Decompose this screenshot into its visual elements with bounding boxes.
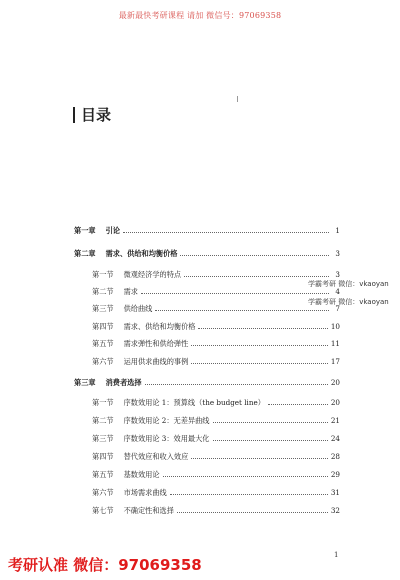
toc-entry-page: 21: [330, 416, 340, 425]
toc-entry-page: 28: [330, 452, 340, 461]
title-rule: [73, 107, 75, 123]
toc-entry-page: 4: [335, 287, 340, 296]
toc-entry-label: 序数效用论 3：效用最大化: [123, 434, 210, 443]
dot-leader: [170, 493, 328, 495]
toc-entry-page: 24: [330, 434, 340, 443]
dot-leader: [123, 231, 329, 233]
toc-entry-number: 第七节: [92, 506, 114, 515]
toc-entry-label: 需求、供给和均衡价格: [123, 322, 196, 331]
top-watermark: 最新最快考研课程 请加 微信号：97069358: [118, 11, 282, 20]
toc-entry-number: 第五节: [92, 339, 114, 348]
toc-chapter-row[interactable]: [74, 224, 340, 235]
dot-leader: [163, 475, 328, 477]
toc-entry-label: 市场需求曲线: [123, 488, 167, 497]
toc-entry-label: 运用供求曲线的事例: [123, 357, 189, 366]
toc-entry-number: 第三节: [92, 304, 114, 313]
dot-leader: [155, 309, 329, 311]
toc-entry-number: 第六节: [92, 357, 114, 366]
toc-chapter-row[interactable]: [74, 376, 340, 387]
toc-section-row[interactable]: [92, 414, 340, 425]
toc-entry-number: 第四节: [92, 452, 114, 461]
toc-section-row[interactable]: [92, 450, 340, 461]
toc-entry-number: 第三节: [92, 434, 114, 443]
side-watermark: 学霸考研 微信：vkaoyan: [308, 280, 389, 288]
toc-entry-label: 需求、供给和均衡价格: [105, 249, 178, 258]
toc-entry-number: 第三章: [74, 378, 96, 387]
toc-entry-label: 供给曲线: [123, 304, 153, 313]
toc-section-row[interactable]: [92, 337, 340, 348]
toc-entry-number: 第六节: [92, 488, 114, 497]
toc-entry-page: 7: [335, 304, 340, 313]
toc-entry-page: 10: [330, 322, 340, 331]
bottom-watermark: 考研认准 微信：97069358: [8, 556, 202, 574]
toc-entry-page: 3: [335, 249, 340, 258]
dot-leader: [180, 254, 329, 256]
toc-chapter-row[interactable]: [74, 247, 340, 258]
toc-section-row[interactable]: [92, 396, 340, 407]
toc-entry-page: 11: [330, 339, 340, 348]
toc-section-row[interactable]: [92, 320, 340, 331]
dot-leader: [184, 275, 329, 277]
dot-leader: [198, 327, 327, 329]
side-watermark: 学霸考研 微信：vkaoyan: [308, 298, 389, 306]
toc-section-row[interactable]: [92, 504, 340, 515]
toc-entry-page: 29: [330, 470, 340, 479]
toc-entry-page: 31: [330, 488, 340, 497]
toc-section-row[interactable]: [92, 285, 340, 296]
dot-leader: [191, 362, 328, 364]
toc-section-row[interactable]: [92, 468, 340, 479]
dot-leader: [177, 511, 328, 513]
toc-entry-number: 第四节: [92, 322, 114, 331]
toc-entry-label: 序数效用论 1：预算线（the budget line）: [123, 398, 265, 407]
toc-entry-label: 不确定性和选择: [123, 506, 174, 515]
crop-mark: [237, 96, 238, 102]
toc-section-row[interactable]: [92, 432, 340, 443]
toc-entry-label: 序数效用论 2：无差异曲线: [123, 416, 210, 425]
toc-entry-label: 引论: [105, 226, 120, 235]
toc-entry-page: 20: [330, 378, 340, 387]
toc-entry-page: 1: [335, 226, 340, 235]
toc-entry-label: 替代效应和收入效应: [123, 452, 189, 461]
toc-entry-number: 第二章: [74, 249, 96, 258]
toc-entry-number: 第五节: [92, 470, 114, 479]
dot-leader: [191, 344, 328, 346]
toc-entry-label: 需求弹性和供给弹性: [123, 339, 189, 348]
dot-leader: [213, 421, 328, 423]
toc-section-row[interactable]: [92, 486, 340, 497]
dot-leader: [141, 292, 329, 294]
page-number: 1: [334, 551, 339, 559]
toc-entry-label: 微观经济学的特点: [123, 270, 182, 279]
toc-entry-number: 第一节: [92, 270, 114, 279]
toc-entry-page: 20: [330, 398, 340, 407]
toc-entry-number: 第二节: [92, 287, 114, 296]
toc-entry-number: 第二节: [92, 416, 114, 425]
toc-entry-label: 基数效用论: [123, 470, 160, 479]
dot-leader: [213, 439, 328, 441]
page-title: 目录: [81, 106, 112, 124]
dot-leader: [145, 383, 328, 385]
dot-leader: [268, 403, 328, 405]
toc-entry-label: 需求: [123, 287, 138, 296]
toc-section-row[interactable]: [92, 268, 340, 279]
toc-entry-page: 32: [330, 506, 340, 515]
toc-entry-label: 消费者选择: [105, 378, 142, 387]
page-title-block: [73, 104, 111, 125]
toc-entry-page: 17: [330, 357, 340, 366]
toc-section-row[interactable]: [92, 355, 340, 366]
toc-section-row[interactable]: [92, 302, 340, 313]
dot-leader: [191, 457, 328, 459]
toc-entry-page: 3: [335, 270, 340, 279]
toc-entry-number: 第一章: [74, 226, 96, 235]
toc-entry-number: 第一节: [92, 398, 114, 407]
